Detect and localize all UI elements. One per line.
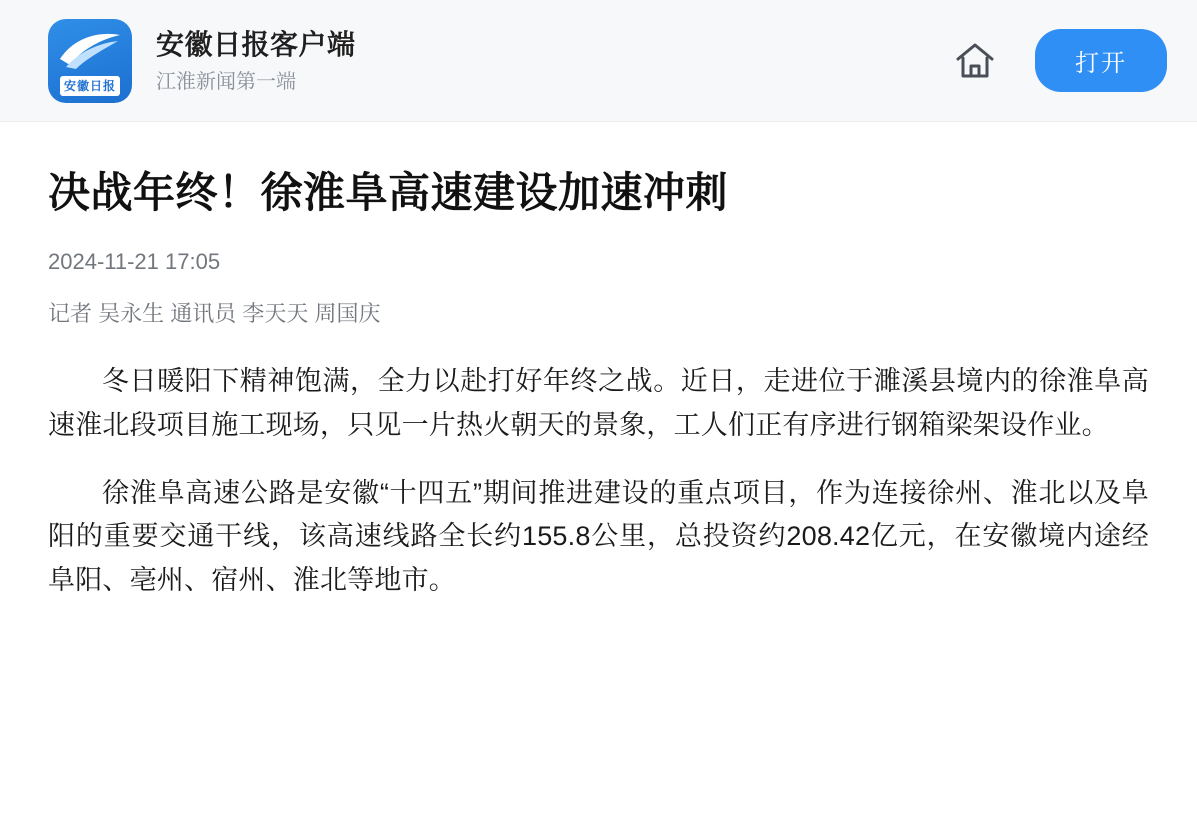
- app-actions: [951, 29, 1167, 92]
- app-logo-badge: 安徽日报: [60, 76, 120, 96]
- app-name: 安徽日报客户端: [156, 29, 356, 60]
- article-paragraph: 冬日暖阳下精神饱满，全力以赴打好年终之战。近日，走进位于濉溪县境内的徐淮阜高速淮北段项目施工现场，只见一片热火朝天的景象，工人们正有序进行钢箱梁架设作业。: [48, 366, 1149, 440]
- app-identity: [156, 27, 356, 94]
- app-logo: [48, 19, 132, 103]
- app-promo-bar: [0, 0, 1197, 122]
- home-icon[interactable]: [951, 37, 999, 85]
- byline: 记者 吴永生 通讯员 李天天 周国庆: [48, 301, 381, 327]
- article-body: [0, 122, 1197, 603]
- publish-time: 2024-11-21 17:05: [48, 248, 221, 274]
- logo-swoosh-icon: [56, 29, 124, 73]
- page-title: 决战年终！徐淮阜高速建设加速冲刺: [48, 169, 729, 216]
- article-paragraph: 徐淮阜高速公路是安徽“十四五”期间推进建设的重点项目，作为连接徐州、淮北以及阜阳的重要交通干线，该高速线路全长约155.8公里，总投资约208.42亿元，在安徽境内途经阜阳、亳州、宿州、淮北等地市。: [48, 477, 1149, 596]
- app-slogan: 江淮新闻第一端: [156, 71, 296, 93]
- open-app-button[interactable]: 打开: [1035, 29, 1167, 92]
